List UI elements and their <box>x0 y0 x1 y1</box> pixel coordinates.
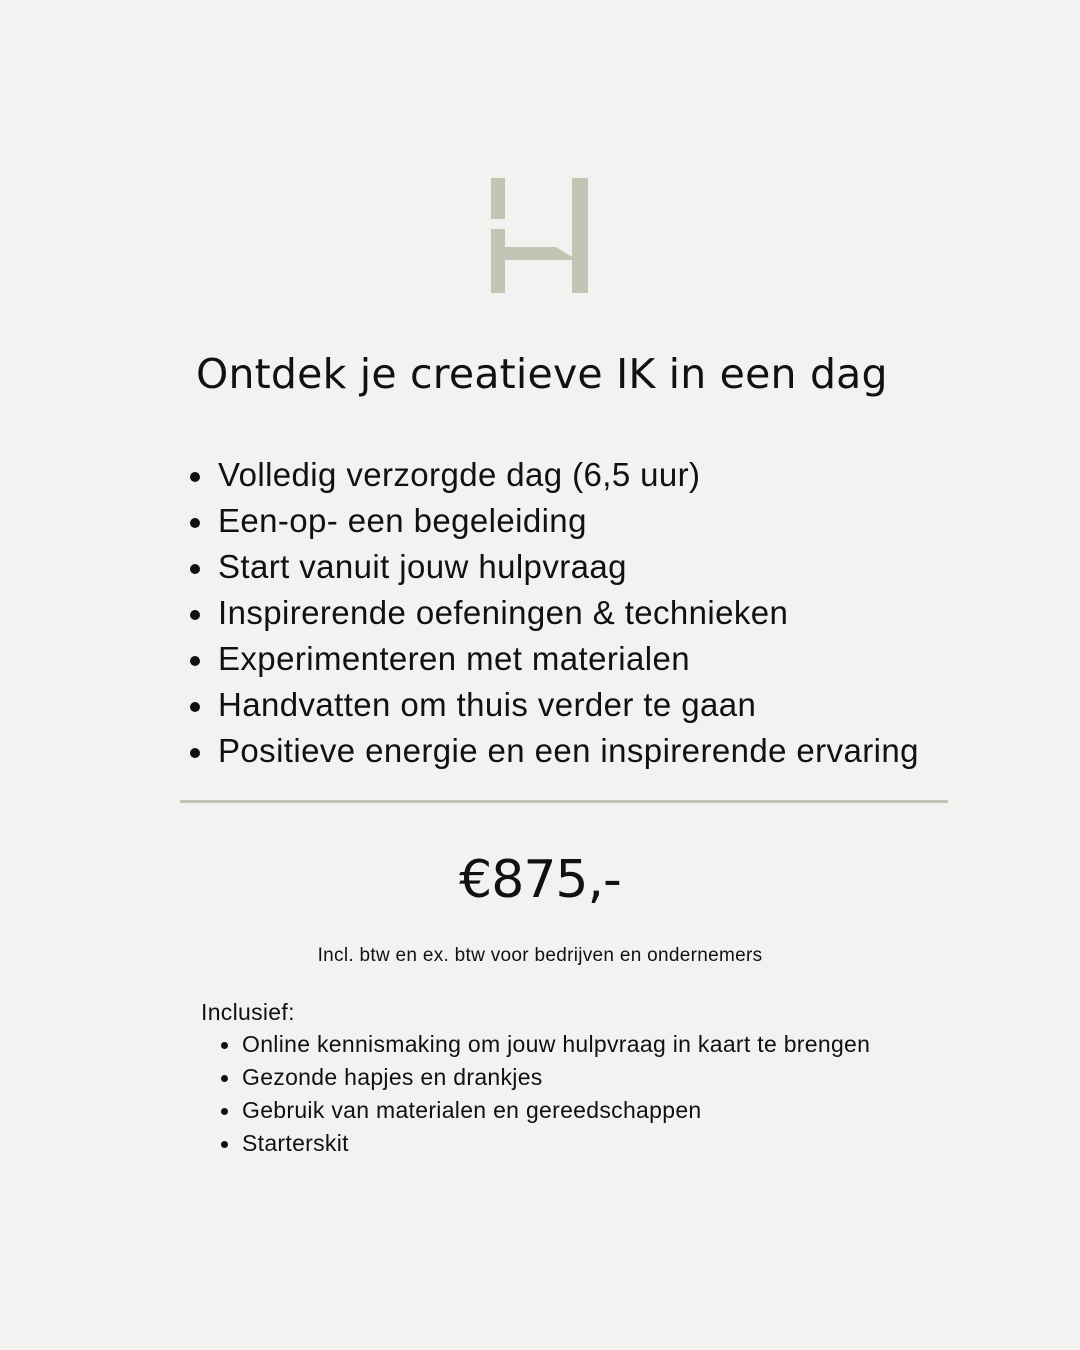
feature-item: Inspirerende oefeningen & technieken <box>186 590 919 636</box>
included-item: Gezonde hapjes en drankjes <box>216 1061 870 1094</box>
feature-list <box>186 452 919 774</box>
feature-item: Handvatten om thuis verder te gaan <box>186 682 919 728</box>
included-item: Online kennismaking om jouw hulpvraag in kaart te brengen <box>216 1028 870 1061</box>
feature-item: Positieve energie en een inspirerende ervaring <box>186 728 919 774</box>
included-item: Starterskit <box>216 1127 870 1160</box>
price-note: Incl. btw en ex. btw voor bedrijven en ondernemers <box>317 945 763 966</box>
included-item: Gebruik van materialen en gereedschappen <box>216 1094 870 1127</box>
feature-item: Een-op- een begeleiding <box>186 498 919 544</box>
h-monogram-icon <box>491 178 588 293</box>
included-label: Inclusief: <box>201 999 295 1025</box>
feature-item: Volledig verzorgde dag (6,5 uur) <box>186 452 919 498</box>
price: €875,- <box>459 850 621 910</box>
divider <box>180 800 948 803</box>
feature-item: Start vanuit jouw hulpvraag <box>186 544 919 590</box>
feature-item: Experimenteren met materialen <box>186 636 919 682</box>
page-title: Ontdek je creatieve IK in een dag <box>196 350 888 398</box>
included-list <box>216 1028 870 1160</box>
